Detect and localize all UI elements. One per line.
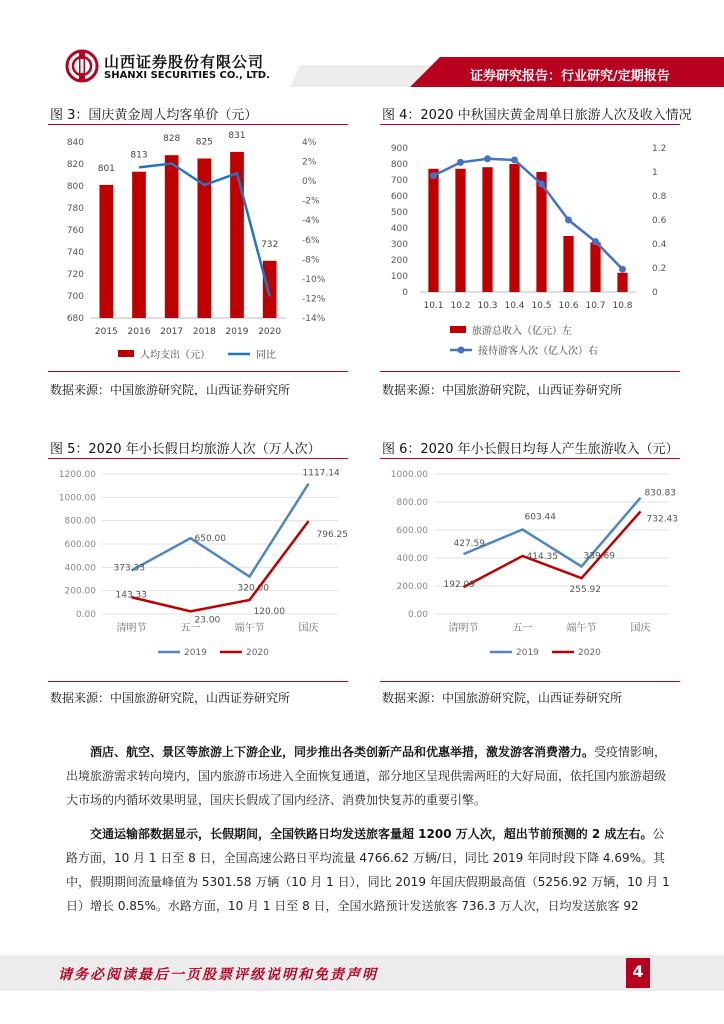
y-tick-label: 0.00: [75, 610, 96, 620]
data-label: 801: [97, 163, 115, 174]
figure-6-title: 图 6：2020 年小长假日均每人产生旅游收入（元）: [382, 442, 679, 457]
y-tick-label: 600.00: [64, 540, 96, 550]
paragraph-1: [66, 740, 670, 812]
y-tick-label: 800: [66, 182, 84, 192]
line-point: [619, 266, 626, 273]
y2-tick-label: 2%: [302, 157, 317, 168]
figure-6-chart: [380, 462, 680, 680]
y2-tick-label: 0.6: [652, 216, 667, 226]
data-label: 255.92: [569, 585, 601, 596]
data-label: 825: [195, 137, 213, 148]
figure-4-source: 数据来源：中国旅游研究院，山西证券研究所: [382, 383, 623, 397]
x-tick-label: 清明节: [448, 623, 479, 634]
figure-6-source: 数据来源：中国旅游研究院，山西证券研究所: [382, 691, 623, 705]
y-tick-label: 840: [66, 138, 84, 148]
x-tick-label: 10.5: [531, 301, 552, 311]
data-label: 831: [228, 130, 246, 141]
x-tick-label: 端午节: [566, 623, 597, 634]
x-tick-label: 10.6: [558, 301, 579, 311]
data-label: 813: [130, 150, 148, 161]
data-label: 120.00: [253, 607, 285, 617]
y2-tick-label: 4%: [302, 138, 317, 148]
x-tick-label: 2017: [160, 327, 184, 337]
x-tick-label: 10.7: [585, 301, 606, 311]
y-tick-label: 800.00: [396, 498, 428, 508]
x-tick-label: 10.2: [450, 301, 471, 311]
data-label: 1117.14: [302, 468, 340, 479]
paragraph-2-lead: 交通运输部数据显示，长假期间，全国铁路日均发送旅客量超 1200 万人次，超出节前预测的 2 成左右。: [90, 827, 653, 841]
rule: [380, 371, 680, 372]
data-label: 373.33: [113, 563, 145, 574]
y-tick-label: 400.00: [396, 554, 428, 564]
y-tick-label: 0.00: [407, 610, 428, 620]
y-tick-label: 500: [390, 208, 408, 218]
data-label: 143.33: [115, 590, 147, 601]
y-tick-label: 600.00: [396, 526, 428, 536]
y2-tick-label: 0.8: [652, 192, 667, 202]
x-tick-label: 10.1: [423, 301, 444, 311]
bar: [563, 236, 573, 292]
x-tick-label: 2016: [127, 327, 151, 337]
y-tick-label: 820: [66, 160, 84, 170]
y-tick-label: 400.00: [64, 563, 96, 574]
rule: [380, 681, 680, 682]
bar: [99, 185, 113, 318]
y-tick-label: 700: [390, 176, 408, 186]
y-tick-label: 100: [390, 272, 408, 282]
legend-label: 旅游总收入（亿元）左: [472, 326, 572, 337]
legend-label: 2019: [516, 648, 539, 658]
y2-tick-label: -8%: [302, 255, 320, 266]
figure-5-title: 图 5：2020 年小长假日均旅游人次（万人次）: [50, 442, 321, 457]
line-point: [484, 155, 491, 162]
data-label: 23.00: [194, 615, 221, 626]
y-tick-label: 200.00: [396, 582, 428, 592]
line-point: [592, 238, 599, 245]
figure-3-title: 图 3：国庆黄金周人均客单价（元）: [50, 108, 258, 123]
x-tick-label: 2019: [225, 327, 249, 337]
disclaimer-note: 请务必阅读最后一页股票评级说明和免责声明: [58, 967, 378, 983]
legend-swatch: [118, 350, 134, 357]
y-tick-label: 700: [66, 292, 84, 302]
legend-label: 2020: [578, 648, 601, 658]
figure-3-chart: [48, 130, 348, 370]
data-label: 650.00: [194, 534, 226, 545]
x-tick-label: 2015: [94, 327, 118, 337]
y-tick-label: 300: [390, 240, 408, 250]
y-tick-label: 780: [66, 204, 84, 214]
x-tick-label: 2018: [192, 327, 216, 337]
paragraph-2: [66, 822, 670, 918]
data-label: 828: [163, 134, 181, 145]
rule: [48, 681, 348, 682]
y2-tick-label: -2%: [302, 196, 320, 207]
x-tick-label: 10.4: [504, 301, 525, 311]
y2-tick-label: 1: [652, 168, 658, 178]
rule: [380, 124, 680, 125]
x-tick-label: 端午节: [234, 623, 265, 634]
rule: [48, 371, 348, 372]
legend-label: 接待游客人次（亿人次）右: [478, 346, 598, 357]
y-tick-label: 600: [390, 192, 408, 202]
header: [0, 0, 724, 92]
y2-tick-label: 0%: [302, 177, 317, 188]
y-tick-label: 1000.00: [390, 470, 428, 480]
bar: [509, 164, 519, 292]
y-tick-label: 200: [390, 256, 408, 266]
figure-5-source: 数据来源：中国旅游研究院，山西证券研究所: [50, 691, 291, 705]
bar: [482, 167, 492, 292]
figure-4-chart: [380, 130, 680, 370]
y2-tick-label: -6%: [302, 235, 320, 246]
bar: [263, 261, 277, 318]
data-label: 414.35: [526, 551, 558, 562]
line-point: [538, 181, 545, 188]
y-tick-label: 760: [66, 226, 84, 236]
report-tag: 证券研究报告：行业研究/定期报告: [470, 69, 670, 84]
paragraph-1-lead: 酒店、航空、景区等旅游上下游企业，同步推出各类创新产品和优惠举措，激发游客消费潜力。: [90, 745, 595, 759]
bar: [455, 169, 465, 292]
figure-5-chart: [48, 462, 348, 680]
y-tick-label: 800: [390, 160, 408, 170]
company-name-en: SHANXI SECURITIES CO., LTD.: [104, 70, 270, 81]
rule: [48, 124, 348, 125]
figure-4-title: 图 4：2020 中秋国庆黄金周单日旅游人次及收入情况: [382, 108, 692, 123]
x-tick-label: 国庆: [298, 623, 319, 634]
data-label: 796.25: [316, 530, 348, 541]
data-label: 192.09: [443, 580, 475, 591]
y-tick-label: 740: [66, 248, 84, 258]
data-label: 830.83: [644, 488, 676, 499]
y-tick-label: 900: [390, 144, 408, 154]
figure-3-source: 数据来源：中国旅游研究院，山西证券研究所: [50, 383, 291, 397]
line-point: [565, 217, 572, 224]
data-label: 732.43: [646, 514, 678, 525]
legend-swatch-point: [458, 347, 465, 354]
data-label: 732: [261, 239, 279, 250]
x-tick-label: 10.8: [612, 301, 633, 311]
data-label: 320.00: [237, 583, 269, 594]
legend-label: 2019: [184, 648, 207, 658]
company-name-cn: 山西证券股份有限公司: [104, 53, 265, 71]
rule: [380, 458, 680, 459]
y2-tick-label: 0: [652, 288, 658, 298]
x-tick-label: 国庆: [630, 623, 651, 634]
rule: [48, 458, 348, 459]
bar: [132, 172, 146, 318]
bar: [590, 242, 600, 292]
legend-label: 人均支出（元）: [140, 350, 210, 361]
x-tick-label: 10.3: [477, 301, 498, 311]
data-label: 427.59: [453, 539, 485, 550]
page-number: 4: [632, 962, 644, 981]
y-tick-label: 200.00: [64, 586, 96, 597]
x-tick-label: 五一: [512, 623, 533, 634]
line-point: [430, 172, 437, 179]
line-point: [457, 159, 464, 166]
x-tick-label: 2020: [258, 327, 282, 337]
paragraph-2-text: 公路方面，10 月 1 日至 8 日，全国高速公路日平均流量 4766.62 万辆/日，同比 2019 年同时段下降 4.69%。其中，假期期间流量峰值为 5301.58 万辆（10 月 1 日），同比 2019 年国庆假期最高值（5256.92 万辆，10 月 1 日）增长 0.85%。水路方面，10 月 1 日至 8 日，全国水路预计发送旅客 736.3 万人次，日均发送旅客 92: [66, 827, 670, 913]
y-tick-label: 800.00: [64, 516, 96, 527]
data-label: 339.69: [583, 551, 615, 562]
y-tick-label: 0: [402, 288, 408, 298]
y2-tick-label: 1.2: [652, 144, 667, 154]
y2-tick-label: 0.4: [652, 240, 667, 250]
legend-label: 2020: [246, 648, 269, 658]
paragraph-1-text: 受疫情影响，出境旅游需求转向境内，国内旅游市场进入全面恢复通道，部分地区呈现供需两旺的大好局面，依托国内旅游超级大市场的内循环效果明显，国庆长假成了国内经济、消费加快复苏的重要引擎。: [66, 745, 667, 807]
bar: [165, 155, 179, 318]
y2-tick-label: -14%: [302, 314, 326, 324]
bar: [617, 273, 627, 292]
y2-tick-label: -4%: [302, 216, 320, 227]
bar: [428, 169, 438, 292]
legend-label: 同比: [256, 350, 276, 361]
y2-tick-label: -12%: [302, 294, 326, 305]
line-point: [511, 157, 518, 164]
y2-tick-label: 0.2: [652, 264, 667, 274]
legend-swatch: [450, 326, 466, 333]
y-tick-label: 680: [66, 314, 84, 324]
y2-tick-label: -10%: [302, 274, 326, 285]
y-tick-label: 720: [66, 270, 84, 280]
x-tick-label: 清明节: [116, 623, 147, 634]
y-tick-label: 1200.00: [58, 470, 96, 480]
y-tick-label: 400: [390, 224, 408, 234]
data-label: 603.44: [524, 512, 556, 523]
x-tick-label: 五一: [180, 623, 201, 634]
y-tick-label: 1000.00: [58, 493, 96, 504]
